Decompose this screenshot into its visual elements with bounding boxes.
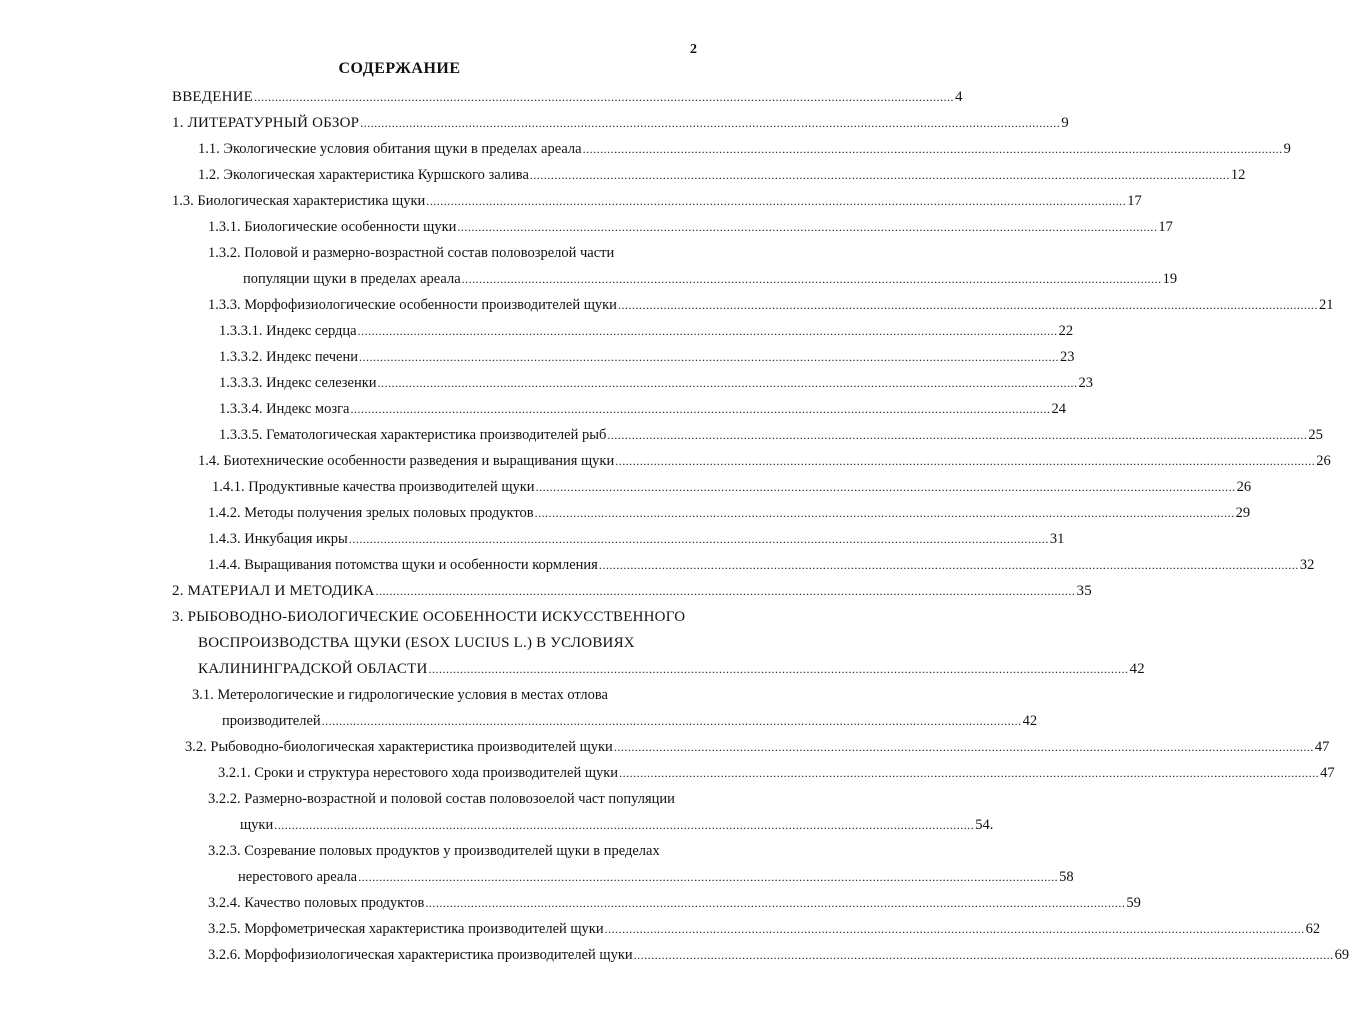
toc-entry-page: 62 bbox=[1305, 921, 1321, 937]
toc-entry-page: 29 bbox=[1235, 505, 1251, 521]
toc-leader: ........................................................................................................................................................................................................ bbox=[358, 870, 1059, 884]
toc-entry[interactable] bbox=[208, 946, 1349, 964]
toc-entry[interactable] bbox=[219, 348, 1075, 366]
toc-leader: ........................................................................................................................................................................................................ bbox=[359, 350, 1059, 364]
toc-entry[interactable] bbox=[198, 660, 1145, 678]
toc-entry-title: 1.3.2. Половой и размерно-возрастной состав половозрелой части bbox=[208, 245, 615, 261]
toc-leader: ........................................................................................................................................................................................................ bbox=[613, 740, 1314, 754]
toc-entry[interactable] bbox=[208, 556, 1315, 574]
toc-entry-title: 3.2.2. Размерно-возрастной и половой состав половозоелой част популяции bbox=[208, 791, 675, 807]
toc-entry[interactable] bbox=[208, 920, 1321, 938]
toc-entry-page: 21 bbox=[1318, 297, 1334, 313]
toc-entry[interactable] bbox=[208, 530, 1065, 548]
toc-leader: ........................................................................................................................................................................................................ bbox=[633, 948, 1334, 962]
toc-leader: ........................................................................................................................................................................................................ bbox=[426, 194, 1127, 208]
page-title: СОДЕРЖАНИЕ bbox=[338, 60, 461, 77]
toc-entry-title: ВОСПРОИЗВОДСТВА ЩУКИ (ESOX LUCIUS L.) В УСЛОВИЯХ bbox=[198, 635, 635, 651]
toc-entry-page: 47 bbox=[1314, 739, 1330, 755]
toc-entry-title: щуки bbox=[240, 817, 274, 833]
toc-entry-page: 22 bbox=[1058, 323, 1074, 339]
toc-entry[interactable] bbox=[198, 634, 678, 652]
toc-leader: ........................................................................................................................................................................................................ bbox=[598, 558, 1299, 572]
toc-entry[interactable] bbox=[172, 88, 963, 106]
toc-leader: ........................................................................................................................................................................................................ bbox=[529, 168, 1230, 182]
toc-entry[interactable] bbox=[192, 686, 672, 704]
toc-entry-page: 19 bbox=[1162, 271, 1178, 287]
toc-entry-title: нерестового ареала bbox=[238, 869, 358, 885]
toc-entry-title: 1.4. Биотехнические особенности разведения и выращивания щуки bbox=[198, 453, 615, 469]
toc-entry[interactable] bbox=[198, 452, 1331, 470]
toc-leader: ........................................................................................................................................................................................................ bbox=[534, 506, 1235, 520]
page-number: 2 bbox=[690, 42, 697, 57]
toc-entry-title: 1.3.3.5. Гематологическая характеристика производителей рыб bbox=[219, 427, 607, 443]
toc-entry[interactable] bbox=[208, 790, 702, 808]
toc-entry[interactable] bbox=[212, 478, 1252, 496]
toc-leader: ........................................................................................................................................................................................................ bbox=[461, 272, 1162, 286]
toc-entry-page: 9 bbox=[1061, 115, 1069, 131]
toc-entry-page: 32 bbox=[1299, 557, 1315, 573]
toc-entry-title: 1.3. Биологическая характеристика щуки bbox=[172, 193, 426, 209]
toc-leader: ........................................................................................................................................................................................................ bbox=[582, 142, 1283, 156]
toc-entry-title: 1. ЛИТЕРАТУРНЫЙ ОБЗОР bbox=[172, 115, 360, 131]
toc-entry-title: 1.3.1. Биологические особенности щуки bbox=[208, 219, 457, 235]
toc-entry-title: 1.3.3. Морфофизиологические особенности производителей щуки bbox=[208, 297, 617, 313]
toc-entry-title: 2. МАТЕРИАЛ И МЕТОДИКА bbox=[172, 583, 375, 599]
toc-entry-title: популяции щуки в пределах ареала bbox=[243, 271, 461, 287]
toc-entry-page: 4 bbox=[955, 89, 963, 105]
toc-entry-title: КАЛИНИНГРАДСКОЙ ОБЛАСТИ bbox=[198, 661, 428, 677]
toc-leader: ........................................................................................................................................................................................................ bbox=[348, 532, 1049, 546]
toc-leader: ........................................................................................................................................................................................................ bbox=[357, 324, 1058, 338]
toc-entry-page: 69 bbox=[1334, 947, 1349, 963]
toc-entry[interactable] bbox=[198, 140, 1291, 158]
toc-entry-title: 1.3.3.1. Индекс сердца bbox=[219, 323, 357, 339]
toc-entry-title: производителей bbox=[222, 713, 321, 729]
toc-entry-title: 1.4.2. Методы получения зрелых половых продуктов bbox=[208, 505, 534, 521]
toc-leader: ........................................................................................................................................................................................................ bbox=[360, 116, 1061, 130]
toc-entry-page: 23 bbox=[1078, 375, 1094, 391]
toc-entry-page: 42 bbox=[1022, 713, 1038, 729]
toc-entry[interactable] bbox=[219, 322, 1074, 340]
toc-entry-page: 54. bbox=[975, 817, 994, 833]
toc-entry-page: 9 bbox=[1283, 141, 1291, 157]
toc-entry-title: 3.2.6. Морфофизиологическая характеристика производителей щуки bbox=[208, 947, 633, 963]
toc-entry-title: 1.4.1. Продуктивные качества производителей щуки bbox=[212, 479, 535, 495]
toc-leader: ........................................................................................................................................................................................................ bbox=[350, 402, 1051, 416]
toc-entry-page: 59 bbox=[1126, 895, 1141, 911]
toc-entry-title: 1.4.3. Инкубация икры bbox=[208, 531, 348, 547]
toc-entry[interactable] bbox=[219, 400, 1066, 418]
toc-entry-page: 25 bbox=[1308, 427, 1323, 443]
toc-entry[interactable] bbox=[243, 270, 1178, 288]
toc-leader: ........................................................................................................................................................................................................ bbox=[274, 818, 975, 832]
toc-entry-page: 17 bbox=[1158, 219, 1173, 235]
toc-leader: ........................................................................................................................................................................................................ bbox=[615, 454, 1316, 468]
toc-leader: ........................................................................................................................................................................................................ bbox=[619, 766, 1320, 780]
toc-entry[interactable] bbox=[219, 426, 1323, 444]
toc-entry-page: 26 bbox=[1316, 453, 1331, 469]
toc-entry[interactable] bbox=[218, 764, 1335, 782]
toc-entry[interactable] bbox=[208, 296, 1334, 314]
toc-entry[interactable] bbox=[172, 608, 702, 626]
toc-entry-title: 1.3.3.3. Индекс селезенки bbox=[219, 375, 377, 391]
toc-entry-page: 12 bbox=[1230, 167, 1246, 183]
toc-entry[interactable] bbox=[208, 244, 668, 262]
toc-entry[interactable] bbox=[208, 894, 1141, 912]
toc-entry[interactable] bbox=[172, 192, 1142, 210]
toc-entry-page: 47 bbox=[1320, 765, 1335, 781]
toc-entry-title: ВВЕДЕНИЕ bbox=[172, 89, 253, 105]
toc-leader: ........................................................................................................................................................................................................ bbox=[254, 90, 954, 104]
toc-entry[interactable] bbox=[208, 504, 1251, 522]
toc-leader: ........................................................................................................................................................................................................ bbox=[607, 428, 1308, 442]
toc-entry-page: 24 bbox=[1051, 401, 1066, 417]
toc-entry-title: 3.2.3. Созревание половых продуктов у производителей щуки в пределах bbox=[208, 843, 660, 859]
toc-entry-title: 1.3.3.4. Индекс мозга bbox=[219, 401, 350, 417]
toc-entry-title: 1.3.3.2. Индекс печени bbox=[219, 349, 358, 365]
toc-entry[interactable] bbox=[238, 868, 1074, 886]
toc-entry[interactable] bbox=[208, 842, 692, 860]
toc-entry[interactable] bbox=[172, 582, 1092, 600]
toc-leader: ........................................................................................................................................................................................................ bbox=[425, 896, 1126, 910]
toc-entry-title: 3.2. Рыбоводно-биологическая характеристика производителей щуки bbox=[185, 739, 613, 755]
toc-entry-page: 26 bbox=[1236, 479, 1252, 495]
toc-entry-page: 31 bbox=[1049, 531, 1065, 547]
toc-entry-title: 1.4.4. Выращивания потомства щуки и особенности кормления bbox=[208, 557, 598, 573]
toc-entry[interactable] bbox=[240, 816, 994, 834]
toc-entry-page: 58 bbox=[1059, 869, 1074, 885]
toc-entry-title: 3.1. Метерологические и гидрологические условия в местах отлова bbox=[192, 687, 608, 703]
toc-entry-page: 42 bbox=[1129, 661, 1145, 677]
toc-entry[interactable] bbox=[198, 166, 1246, 184]
toc-leader: ........................................................................................................................................................................................................ bbox=[428, 662, 1129, 676]
toc-leader: ........................................................................................................................................................................................................ bbox=[375, 584, 1076, 598]
toc-leader: ........................................................................................................................................................................................................ bbox=[377, 376, 1078, 390]
toc-entry[interactable] bbox=[219, 374, 1094, 392]
toc-entry[interactable] bbox=[208, 218, 1173, 236]
toc-entry-title: 1.1. Экологические условия обитания щуки в пределах ареала bbox=[198, 141, 582, 157]
toc-leader: ........................................................................................................................................................................................................ bbox=[457, 220, 1158, 234]
toc-entry-title: 3.2.5. Морфометрическая характеристика производителей щуки bbox=[208, 921, 604, 937]
toc-leader: ........................................................................................................................................................................................................ bbox=[321, 714, 1022, 728]
toc-entry-title: 3. РЫБОВОДНО-БИОЛОГИЧЕСКИЕ ОСОБЕННОСТИ ИСКУССТВЕННОГО bbox=[172, 609, 686, 625]
toc-entry-title: 3.2.4. Качество половых продуктов bbox=[208, 895, 425, 911]
toc-entry[interactable] bbox=[222, 712, 1038, 730]
toc-entry-page: 23 bbox=[1060, 349, 1075, 365]
toc-entry-page: 17 bbox=[1127, 193, 1142, 209]
toc-entry-title: 3.2.1. Сроки и структура нерестового хода производителей щуки bbox=[218, 765, 619, 781]
toc-entry[interactable] bbox=[185, 738, 1330, 756]
toc-entry[interactable] bbox=[172, 114, 1069, 132]
toc-entry-title: 1.2. Экологическая характеристика Куршского залива bbox=[198, 167, 529, 183]
toc-leader: ........................................................................................................................................................................................................ bbox=[617, 298, 1318, 312]
toc-entry-page: 35 bbox=[1076, 583, 1092, 599]
toc-leader: ........................................................................................................................................................................................................ bbox=[535, 480, 1236, 494]
toc-leader: ........................................................................................................................................................................................................ bbox=[604, 922, 1305, 936]
